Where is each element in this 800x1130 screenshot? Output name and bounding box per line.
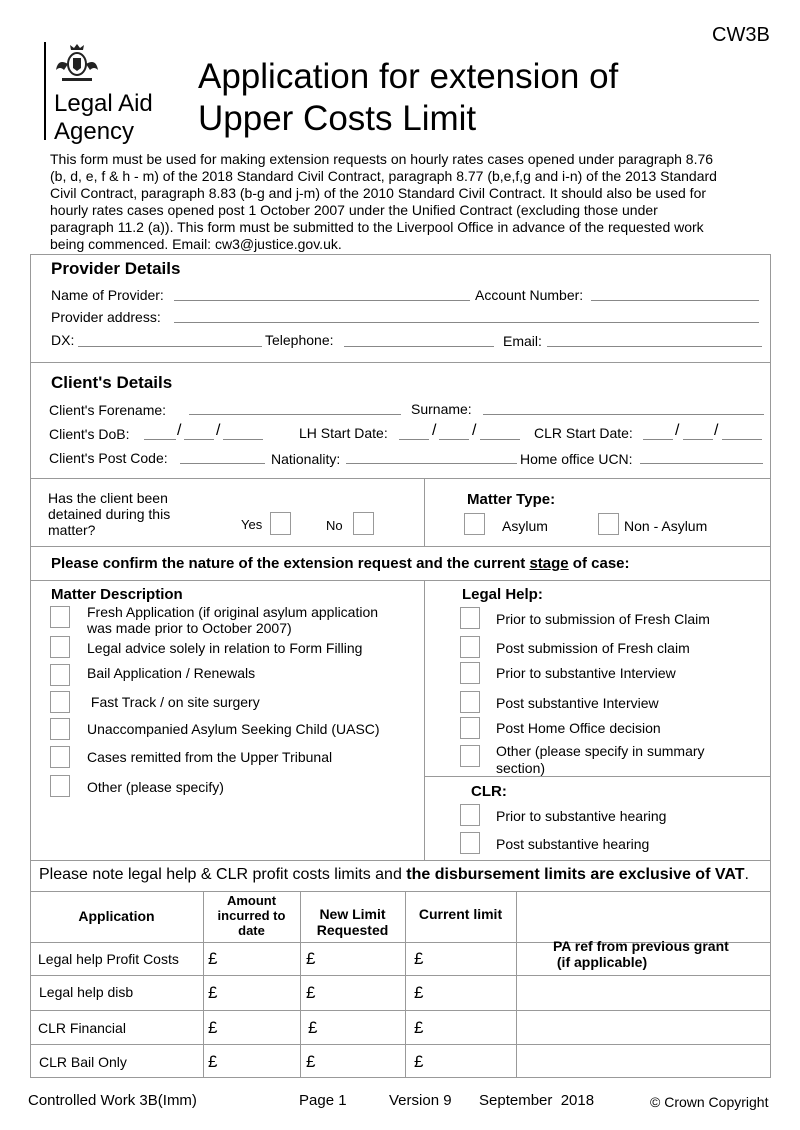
footer-copyright: © Crown Copyright (650, 1094, 769, 1110)
ucn-label: Home office UCN: (520, 451, 633, 467)
amount-incurred-currency: £ (208, 949, 218, 968)
dob-label: Client's DoB: (49, 426, 130, 442)
clr-slash-1: / (675, 422, 680, 439)
md-label-bail: Bail Application / Renewals (87, 665, 256, 681)
nationality-field[interactable] (346, 463, 517, 464)
md-label-fast-track: Fast Track / on site surgery (87, 694, 260, 710)
lh-label-prior-interview: Prior to substantive Interview (496, 665, 676, 681)
detained-question: Has the client been detained during this matter? (48, 490, 171, 538)
col-header-application: Application (78, 908, 155, 924)
new-limit-currency: £ (308, 1018, 318, 1037)
lh-start-month-field[interactable] (439, 439, 469, 440)
lh-checkbox-post-fresh-claim[interactable] (460, 636, 480, 658)
md-label-uasc: Unaccompanied Asylum Seeking Child (UASC) (87, 721, 380, 737)
clr-start-month-field[interactable] (683, 439, 713, 440)
footer-page: Page 1 (299, 1092, 347, 1109)
md-checkbox-uasc[interactable] (50, 718, 70, 740)
detained-no-label: No (326, 518, 343, 533)
detained-yes-label: Yes (241, 517, 263, 532)
footer-form-name: Controlled Work 3B(Imm) (28, 1092, 197, 1109)
dob-month-field[interactable] (184, 439, 214, 440)
lh-start-day-field[interactable] (399, 439, 429, 440)
new-limit-currency: £ (306, 1052, 316, 1071)
lh-checkbox-post-interview[interactable] (460, 691, 480, 713)
detained-no-checkbox[interactable] (353, 512, 374, 535)
row-label-clr-financial: CLR Financial (38, 1020, 126, 1036)
clr-start-label: CLR Start Date: (534, 425, 633, 441)
lh-start-year-field[interactable] (480, 439, 520, 440)
md-checkbox-bail[interactable] (50, 664, 70, 686)
md-label-form-filling: Legal advice solely in relation to Form Filling (87, 640, 363, 656)
forename-label: Client's Forename: (49, 402, 167, 418)
md-checkbox-form-filling[interactable] (50, 636, 70, 658)
provider-name-field[interactable] (174, 300, 470, 301)
lh-label-prior-fresh-claim: Prior to submission of Fresh Claim (496, 611, 710, 627)
telephone-label: Telephone: (265, 332, 334, 348)
row-label-legal-help-profit-costs: Legal help Profit Costs (38, 951, 179, 967)
postcode-field[interactable] (180, 463, 265, 464)
lh-label-post-interview: Post substantive Interview (496, 695, 659, 711)
col-header-new-limit: New Limit Requested (316, 906, 389, 938)
nationality-label: Nationality: (271, 451, 341, 467)
md-checkbox-other[interactable] (50, 775, 70, 797)
matter-type-heading: Matter Type: (467, 491, 556, 508)
asylum-label: Asylum (502, 518, 548, 534)
clr-label-post-hearing: Post substantive hearing (496, 836, 650, 852)
email-field[interactable] (547, 346, 762, 347)
matter-description-heading: Matter Description (51, 586, 183, 603)
current-limit-currency: £ (414, 983, 424, 1002)
new-limit-currency: £ (306, 983, 316, 1002)
asylum-checkbox[interactable] (464, 513, 485, 535)
vat-note: Please note legal help & CLR profit costs limits and the disbursement limits are exclusive of VAT. (39, 866, 749, 883)
lh-label-other: Other (please specify in summary section) (496, 743, 705, 776)
clr-heading: CLR: (471, 783, 507, 800)
ucn-field[interactable] (640, 463, 763, 464)
non-asylum-checkbox[interactable] (598, 513, 619, 535)
md-label-upper-tribunal: Cases remitted from the Upper Tribunal (87, 749, 333, 765)
account-number-label: Account Number: (475, 287, 584, 303)
form-code: CW3B (712, 24, 770, 46)
clr-checkbox-post-hearing[interactable] (460, 832, 480, 854)
lh-checkbox-prior-fresh-claim[interactable] (460, 607, 480, 629)
clr-slash-2: / (714, 422, 719, 439)
surname-label: Surname: (411, 401, 472, 417)
non-asylum-label: Non - Asylum (624, 518, 708, 534)
dob-slash-2: / (216, 422, 221, 439)
md-label-other: Other (please specify) (87, 779, 224, 795)
row-label-clr-bail-only: CLR Bail Only (39, 1054, 127, 1070)
provider-address-label: Provider address: (51, 309, 161, 325)
agency-name: Legal Aid Agency (54, 90, 153, 145)
forename-field[interactable] (189, 414, 401, 415)
dx-label: DX: (51, 332, 75, 348)
footer-date: September 2018 (479, 1092, 595, 1109)
dob-day-field[interactable] (144, 439, 176, 440)
royal-crest-icon (52, 40, 102, 84)
detained-yes-checkbox[interactable] (270, 512, 291, 535)
row-label-legal-help-disb: Legal help disb (39, 984, 134, 1000)
col-header-amount-incurred: Amount incurred to date (217, 893, 286, 938)
col-header-current-limit: Current limit (418, 906, 503, 922)
lh-slash-2: / (472, 422, 477, 439)
md-label-fresh-application: Fresh Application (if original asylum application was made prior to October 2007) (87, 604, 379, 636)
dx-field[interactable] (78, 346, 262, 347)
page-title: Application for extension of Upper Costs Limit (198, 57, 619, 138)
postcode-label: Client's Post Code: (49, 450, 168, 466)
lh-checkbox-other[interactable] (460, 745, 480, 767)
new-limit-currency: £ (306, 949, 316, 968)
clr-start-year-field[interactable] (722, 439, 762, 440)
lh-start-label: LH Start Date: (299, 425, 388, 441)
md-checkbox-fresh-application[interactable] (50, 606, 70, 628)
amount-incurred-currency: £ (208, 1018, 218, 1037)
dob-slash-1: / (177, 422, 182, 439)
provider-address-field[interactable] (174, 322, 759, 323)
provider-name-label: Name of Provider: (51, 287, 164, 303)
amount-incurred-currency: £ (208, 1052, 218, 1071)
lh-slash-1: / (432, 422, 437, 439)
footer-version: Version 9 (389, 1092, 452, 1109)
clr-label-prior-hearing: Prior to substantive hearing (496, 808, 667, 824)
lh-checkbox-post-decision[interactable] (460, 717, 480, 739)
md-checkbox-fast-track[interactable] (50, 691, 70, 713)
md-checkbox-upper-tribunal[interactable] (50, 746, 70, 768)
dob-year-field[interactable] (223, 439, 263, 440)
current-limit-currency: £ (414, 949, 424, 968)
legal-help-heading: Legal Help: (462, 586, 543, 603)
current-limit-currency: £ (414, 1052, 424, 1071)
surname-field[interactable] (483, 414, 764, 415)
current-limit-currency: £ (414, 1018, 424, 1037)
clr-checkbox-prior-hearing[interactable] (460, 804, 480, 826)
account-number-field[interactable] (591, 300, 759, 301)
col-header-pa-ref: PA ref from previous grant (if applicable) (553, 938, 729, 970)
lh-label-post-decision: Post Home Office decision (496, 720, 661, 736)
client-heading: Client's Details (51, 373, 173, 392)
lh-checkbox-prior-interview[interactable] (460, 662, 480, 684)
confirm-instruction: Please confirm the nature of the extension request and the current stage of case: (51, 555, 630, 572)
intro-text: This form must be used for making extension requests on hourly rates cases opened under paragraph 8.76 (b, d, e, f & h - m) of the 2018 Standard Civil Contract, paragraph 8.77 (b,e,f,g and i-n) of the 2013 Standard Civil Contract, paragraph 8.83 (b-g and j-m) of the 2010 Standard Civil Contract. It should also be used for hourly rates cases opened post 1 October 2007 under the Unified Contract (excluding those under paragraph 11.2 (a)). This form must be submitted to the Liverpool Office in advance of the requested work being commenced. Email: cw3@justice.gov.uk. (50, 151, 717, 252)
provider-heading: Provider Details (51, 259, 181, 278)
lh-label-post-fresh-claim: Post submission of Fresh claim (496, 640, 690, 656)
email-label: Email: (503, 333, 542, 349)
telephone-field[interactable] (344, 346, 494, 347)
clr-start-day-field[interactable] (643, 439, 673, 440)
amount-incurred-currency: £ (208, 983, 218, 1002)
